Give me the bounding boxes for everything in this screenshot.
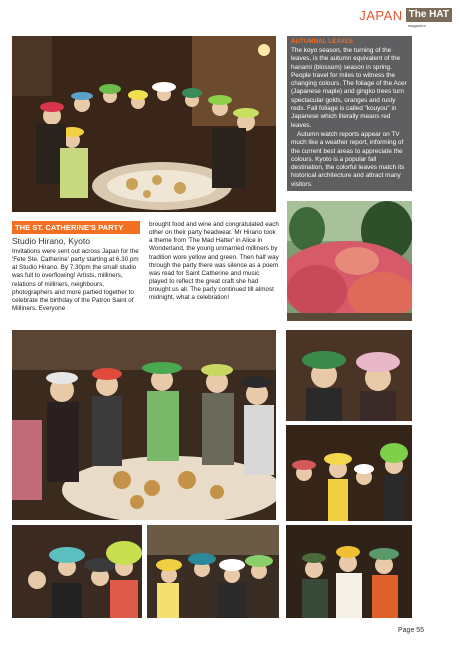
party-photo-buffet bbox=[12, 330, 276, 520]
sidebar-paragraph-1: The koyo season, the turning of the leaves, is the autumn equivalent of the hanami (blossom) season in spring. People travel for miles to witness the changing colours. The foliage of the Acer (Japanese maple) and gingko trees turn spectacular golds, oranges and rusty reds. Fall foliage is called "kouyou" in Japanese which literally means red leaves. bbox=[291, 47, 407, 129]
article-column-1: Invitations were sent out across Japan for the 'Fete Ste. Catherine' party starting at 6.30 pm at Studio Hirano. By 7.30pm the small studio was full to overflowing! Artists, milliners, relations of milliners, neighbours, photographers and more partied together to celebrate the birthday of the Patron Saint of Milliners. Everyone bbox=[12, 248, 139, 313]
masthead-sub: magazine bbox=[407, 23, 426, 28]
article-column-2: brought food and wine and congratulated each other on their party headwear. Mr Hirano took a theme from 'The Mad Hatter' in Alice in Wonderland, the young unmarried milliners by tradition wore yellow and green. Then half way through the party there was silence as a poem was read for Saint Catherine and music played to reflect the great craft she had brought us all. The party continued till almost midnight, what a celebration! bbox=[149, 221, 279, 302]
party-photo-bottom-left bbox=[12, 525, 142, 618]
masthead bbox=[340, 6, 452, 28]
page-number: Page 55 bbox=[398, 627, 425, 634]
party-photo-bottom-center bbox=[147, 525, 279, 618]
masthead-magazine: The HAT bbox=[408, 9, 449, 20]
masthead-section: JAPAN bbox=[359, 7, 403, 23]
party-photo-main bbox=[12, 36, 276, 212]
sidebar-paragraph-2: Autumn watch reports appear on TV much like a weather report, informing of the current best areas to appreciate the colours. Kyoto is a popular fall destination, the colorful leaves match its historical architecture and attract many visitors. bbox=[291, 131, 405, 188]
masthead-logo bbox=[406, 8, 452, 28]
article-title: THE ST. CATHERINE'S PARTY bbox=[12, 221, 140, 234]
party-photo-bottom-right bbox=[286, 525, 412, 618]
sidebar-box bbox=[287, 36, 412, 191]
party-photo-couple bbox=[286, 330, 412, 421]
autumn-leaves-photo bbox=[287, 201, 412, 321]
article-subtitle: Studio Hirano, Kyoto bbox=[12, 236, 90, 246]
party-photo-group-right bbox=[286, 425, 412, 521]
sidebar-heading: AUTUMNAL LEAVES bbox=[291, 39, 354, 45]
